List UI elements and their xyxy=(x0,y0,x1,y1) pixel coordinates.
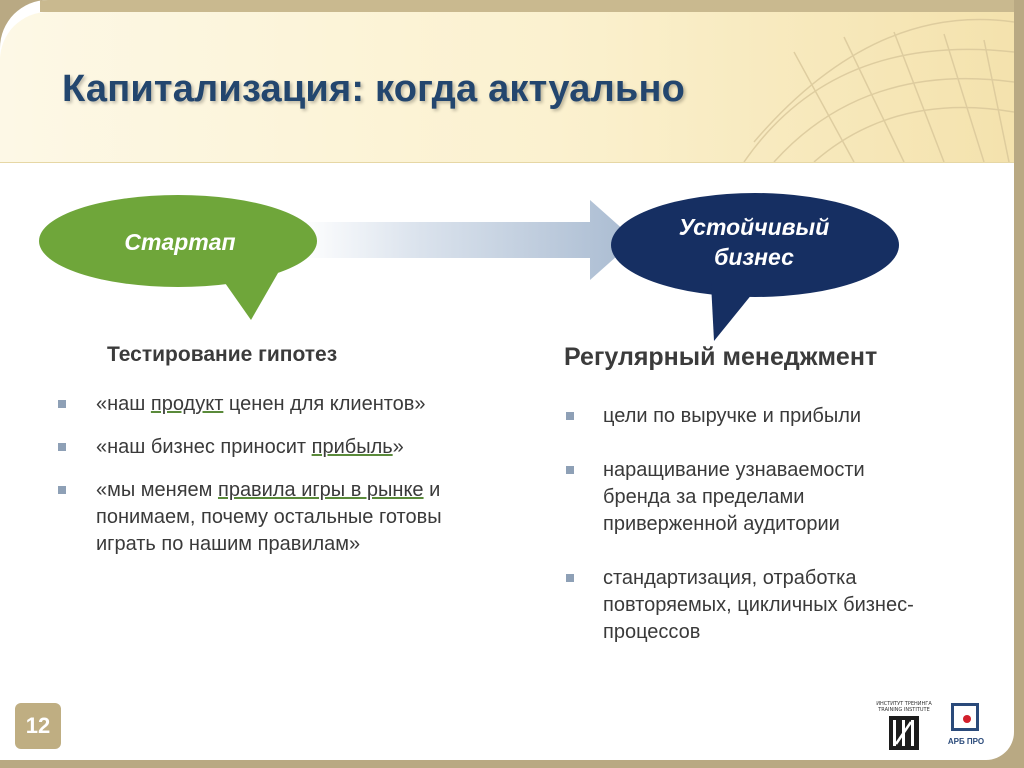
training-institute-logo: ИНСТИТУТ ТРЕНИНГА TRAINING INSTITUTE xyxy=(869,701,939,751)
bullet-square-icon xyxy=(58,443,66,451)
link-product[interactable]: продукт xyxy=(150,393,224,415)
bullet-square-icon xyxy=(566,574,574,582)
startup-bubble xyxy=(38,193,323,323)
list-item: стандартизация, отработка повторяемых, цикличных бизнес-процессов xyxy=(564,565,924,646)
dome-decoration xyxy=(714,12,1014,162)
top-border xyxy=(40,0,1014,12)
transition-arrow xyxy=(300,200,640,280)
bullet-square-icon xyxy=(58,400,66,408)
link-game-rules[interactable]: правила игры в рынке xyxy=(217,479,424,501)
list-item: «наш продукт ценен для клиентов» xyxy=(56,391,486,418)
arb-pro-logo: АРБ ПРО xyxy=(946,701,986,751)
left-column-heading: Тестирование гипотез xyxy=(107,343,338,366)
stable-label-line1: Устойчивый xyxy=(678,214,830,240)
list-item: «мы меняем правила игры в рынке и понимаем, почему остальные готовы играть по нашим правилам» xyxy=(56,477,486,558)
right-column-heading: Регулярный менеджмент xyxy=(564,343,878,371)
institute-mark-icon xyxy=(889,716,919,750)
stable-business-label xyxy=(628,212,880,272)
bullet-square-icon xyxy=(566,466,574,474)
bullet-square-icon xyxy=(566,412,574,420)
list-item: «наш бизнес приносит прибыль» xyxy=(56,434,486,461)
list-item: наращивание узнаваемости бренда за пределами приверженной аудитории xyxy=(564,457,924,538)
bullet-square-icon xyxy=(58,486,66,494)
link-profit[interactable]: прибыль xyxy=(311,436,393,458)
arb-square-icon xyxy=(951,703,979,731)
slide-title: Капитализация: когда актуально xyxy=(62,68,686,110)
startup-label: Стартап xyxy=(124,229,236,255)
right-bullet-list xyxy=(564,403,924,673)
left-bullet-list xyxy=(56,391,486,574)
list-item: цели по выручке и прибыли xyxy=(564,403,924,430)
page-number-badge: 12 xyxy=(15,703,61,749)
stable-label-line2: бизнес xyxy=(714,244,794,270)
